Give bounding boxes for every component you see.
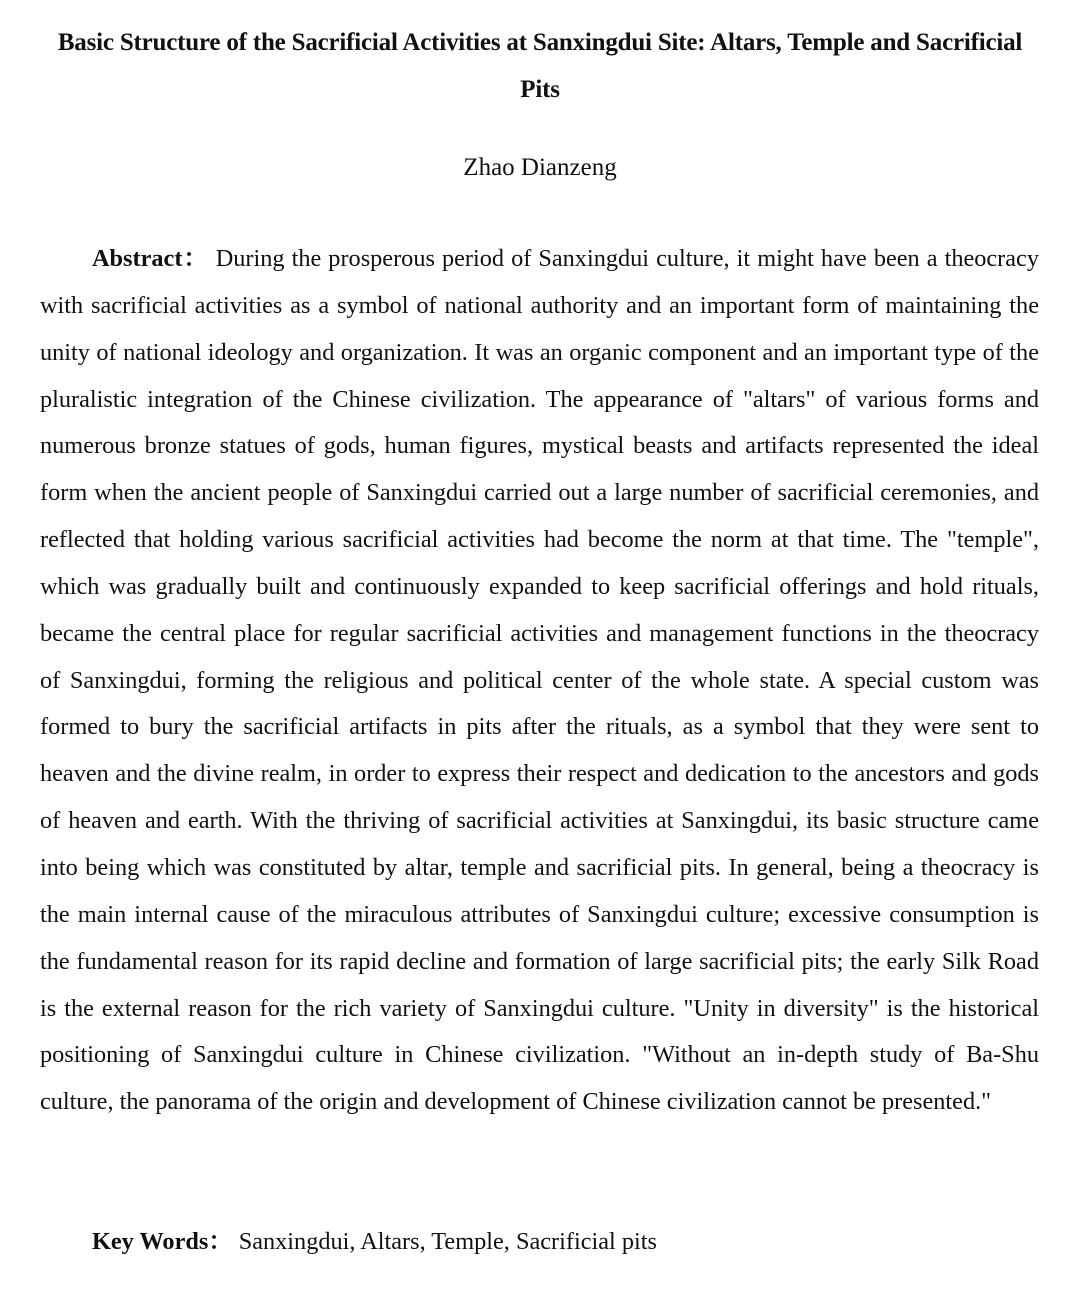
author-name: Zhao Dianzeng (463, 154, 617, 181)
abstract-text: During the prosperous period of Sanxingdui culture, it might have been a theocracy with sacrificial activities as a symbol of national authority and an important form of maintaining the unity of national ideology and organization. It was an organic component and an important type of the pluralistic integration of the Chinese civilization. The appearance of "altars" of various forms and numerous bronze statues of gods, human figures, mystical beasts and artifacts represented the ideal form when the ancient people of Sanxingdui carried out a large number of sacrificial ceremonies, and reflected that holding various sacrificial activities had become the norm at that time. The "temple", which was gradually built and continuously expanded to keep sacrificial offerings and hold rituals, became the central place for regular sacrificial activities and management functions in the theocracy of Sanxingdui, forming the religious and political center of the whole state. A special custom was formed to bury the sacrificial artifacts in pits after the rituals, as a symbol that they were sent to heaven and the divine realm, in order to express their respect and dedication to the ancestors and gods of heaven and earth. With the thriving of sacrificial activities at Sanxingdui, its basic structure came into being which was constituted by altar, temple and sacrificial pits. In general, being a theocracy is the main internal cause of the miraculous attributes of Sanxingdui culture; excessive consumption is the fundamental reason for its rapid decline and formation of large sacrificial pits; the early Silk Road is the external reason for the rich variety of Sanxingdui culture. "Unity in diversity" is the historical positioning of Sanxingdui culture in Chinese civilization. "Without an in-depth study of Ba-Shu culture, the panorama of the origin and development of Chinese civilization cannot be presented." (40, 245, 1039, 1116)
keywords-line (40, 1219, 1039, 1266)
abstract-label: Abstract： (92, 245, 209, 272)
abstract-paragraph (40, 236, 1039, 1126)
keywords-label: Key Words： (92, 1228, 233, 1255)
keywords-text: Sanxingdui, Altars, Temple, Sacrificial pits (238, 1228, 657, 1255)
paper-title: Basic Structure of the Sacrificial Activities at Sanxingdui Site: Altars, Temple and Sacrificial Pits (57, 29, 1023, 103)
